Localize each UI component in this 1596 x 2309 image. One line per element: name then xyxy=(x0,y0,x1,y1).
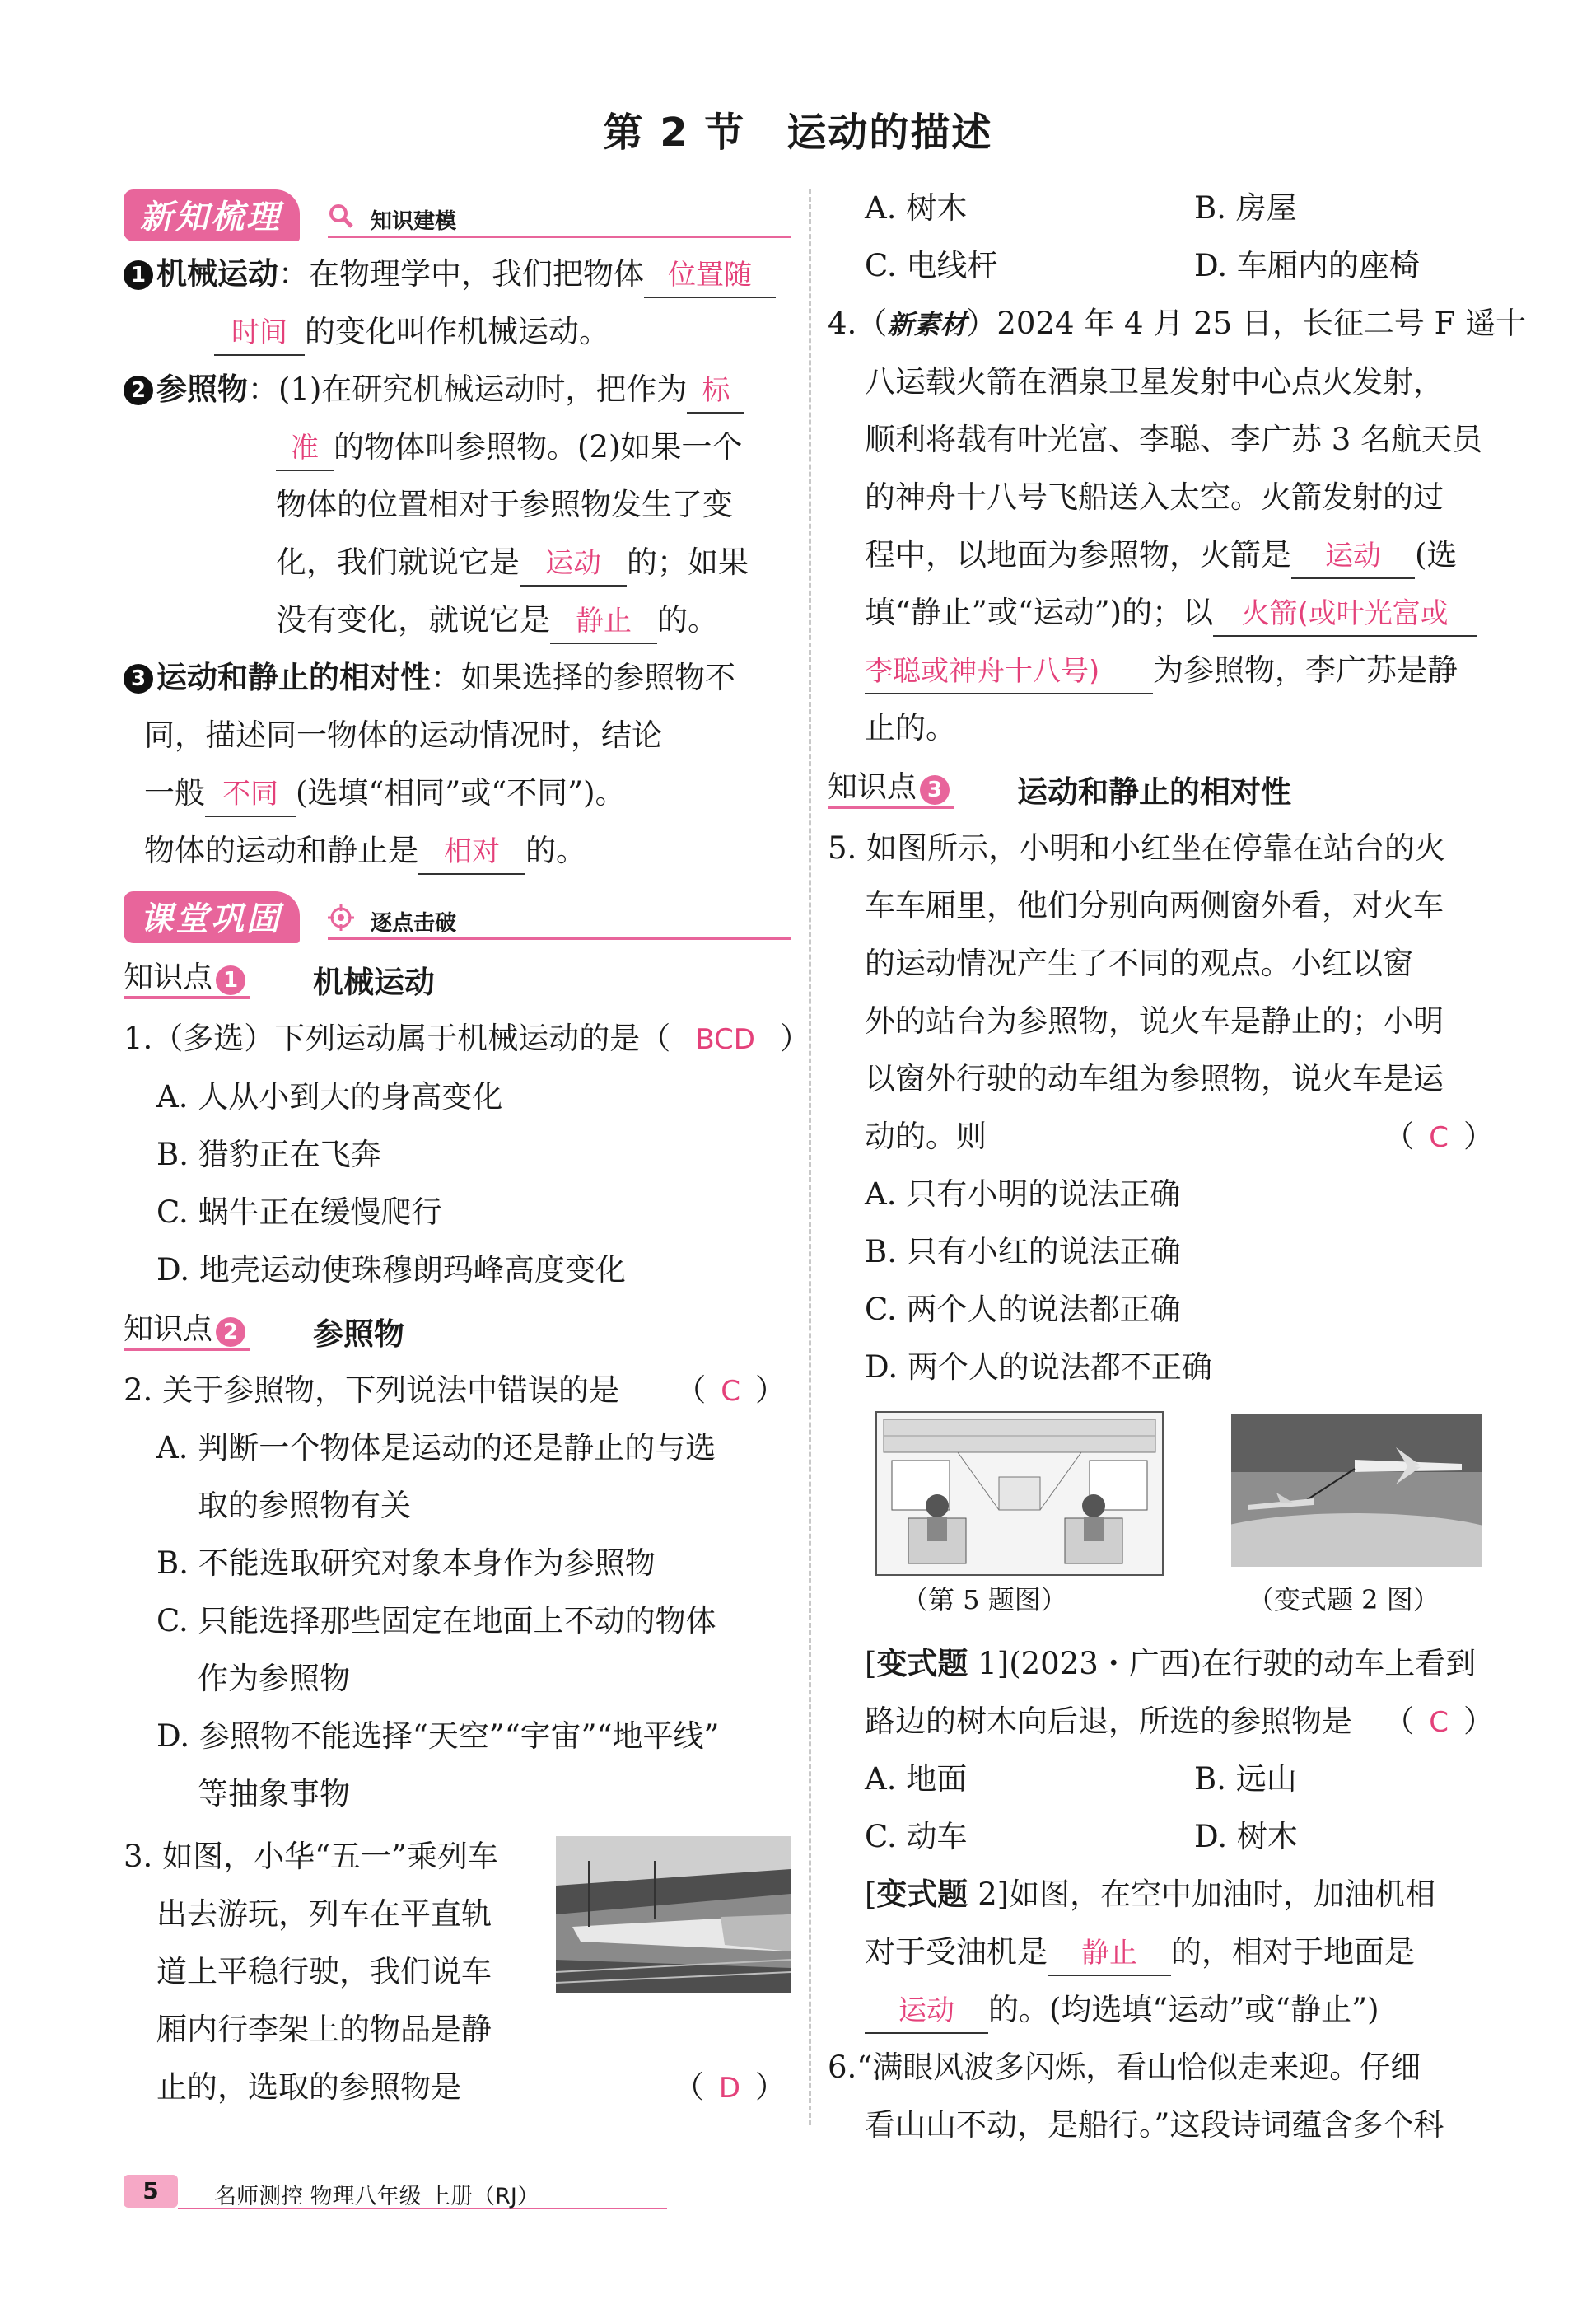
q5-line1: 5. 如图所示，小明和小红坐在停靠在站台的火 xyxy=(828,830,1446,866)
k3-text1: ：如果选择的参照物不 xyxy=(431,660,735,695)
k3-text2: 同，描述同一物体的运动情况时，结论 xyxy=(144,717,662,753)
knowledge-point-2 xyxy=(124,1299,791,1362)
banner-rule xyxy=(328,236,791,238)
q4-line5-tail: (选 xyxy=(1415,537,1458,573)
q5-option-c: C. 两个人的说法都正确 xyxy=(865,1292,1181,1327)
k3-text4: (选填“相同”或“不同”)。 xyxy=(296,775,626,811)
q4-line1: ）2024 年 4 月 25 日，长征二号 F 遥十 xyxy=(966,306,1527,341)
kp-label xyxy=(828,764,954,809)
variant-1-tag: 变式题 xyxy=(876,1646,968,1681)
q2-option-c-cont: 作为参照物 xyxy=(198,1661,350,1696)
kp-label-text: 知识点 xyxy=(124,961,213,994)
q4-prefix: 4.（ xyxy=(828,306,888,341)
q4-line7-text: 为参照物，李广苏是静 xyxy=(1153,652,1458,688)
variant-1-num: 1 xyxy=(978,1646,997,1681)
k2-text2: 的物体叫参照物。(2)如果一个 xyxy=(334,429,743,465)
variant-2-tag: 变式题 xyxy=(876,1877,968,1912)
paren-close: ） xyxy=(755,1372,786,1408)
question-4 xyxy=(828,295,1527,353)
q4-line8: 止的。 xyxy=(865,710,956,746)
blank-k2d xyxy=(550,599,657,644)
q5-option-a: A. 只有小明的说法正确 xyxy=(865,1176,1181,1212)
variant-2-line2-tail: 的，相对于地面是 xyxy=(1171,1934,1415,1970)
banner-tag: 课堂巩固 xyxy=(124,891,300,943)
q1-option-d: D. 地壳运动使珠穆朗玛峰高度变化 xyxy=(156,1252,626,1288)
q2-answer: C xyxy=(721,1375,740,1408)
q4-line6 xyxy=(828,584,1499,642)
blank-k2b xyxy=(276,426,334,471)
q1-option-c: C. 蜗牛正在缓慢爬行 xyxy=(156,1194,442,1230)
answer-k2b: 准 xyxy=(291,432,319,465)
q2-option-c: C. 只能选择那些固定在地面上不动的物体 xyxy=(156,1603,716,1638)
q4-line3: 顺利将载有叶光富、李聪、李广苏 3 名航天员 xyxy=(865,422,1483,457)
question-1 xyxy=(124,1010,810,1068)
knowledge-1-cont xyxy=(124,303,791,361)
variant-2-answer-2: 运动 xyxy=(898,1994,954,2027)
q5-answer-paren xyxy=(1384,1108,1499,1166)
answer-k2a: 标 xyxy=(702,374,730,407)
answer-k3b: 相对 xyxy=(444,835,500,868)
q3-line4: 厢内行李架上的物品是静 xyxy=(156,2012,492,2047)
variant-2-line3-text: 的。(均选填“运动”或“静止”) xyxy=(988,1992,1379,2027)
k3-text3: 一般 xyxy=(144,775,205,811)
q1-answer: BCD xyxy=(695,1023,755,1056)
kp-name: 参照物 xyxy=(313,1316,404,1352)
blank-q4b xyxy=(1213,591,1477,637)
paren-open: （ xyxy=(673,2069,704,2105)
paren-close: ） xyxy=(755,2069,786,2105)
k1-text2: 的变化叫作机械运动。 xyxy=(305,314,609,349)
section-number: 第 2 节 xyxy=(603,110,746,156)
q3-line5-text: 止的，选取的参照物是 xyxy=(156,2069,461,2105)
q1-stem: 1.（多选）下列运动属于机械运动的是（ xyxy=(124,1021,671,1056)
q1-close: ） xyxy=(779,1021,810,1056)
variant-2-answer-1: 静止 xyxy=(1081,1937,1137,1970)
banner-new-knowledge xyxy=(124,183,791,242)
q4-line5-text: 程中，以地面为参照物，火箭是 xyxy=(865,537,1291,573)
q3-options-ab xyxy=(828,180,1499,237)
kp-name: 机械运动 xyxy=(313,965,435,1000)
right-column xyxy=(828,180,1527,2154)
banner-tag: 新知梳理 xyxy=(124,189,300,241)
q5-line5: 以窗外行驶的动车组为参照物，说火车是运 xyxy=(865,1061,1444,1096)
kp-label xyxy=(124,954,250,999)
banner-subtitle: 知识建模 xyxy=(371,209,457,234)
q3-options-cd xyxy=(828,237,1499,295)
answer-k1a: 位置随 xyxy=(668,259,752,292)
blank-k2a xyxy=(687,368,744,414)
blank-k1 xyxy=(644,253,776,298)
train-carriage-figure xyxy=(875,1411,1164,1576)
q2-option-d: D. 参照物不能选择“天空”“宇宙”“地平线” xyxy=(156,1718,720,1754)
variant-2-line3 xyxy=(828,1981,1499,2039)
q2-option-d-cont: 等抽象事物 xyxy=(198,1776,350,1811)
q3-line5 xyxy=(124,2059,791,2116)
variant-1-options-ab xyxy=(828,1750,1384,1808)
q5-option-d: D. 两个人的说法都不正确 xyxy=(865,1349,1212,1385)
knowledge-3-line3 xyxy=(124,764,791,822)
q3-option-b: B. 房屋 xyxy=(1194,190,1297,226)
q5-line6-text: 动的。则 xyxy=(865,1119,987,1154)
q4-line4: 的神舟十八号飞船送入太空。火箭发射的过 xyxy=(865,479,1444,515)
variant-1-option-b: B. 远山 xyxy=(1194,1761,1297,1797)
question-3 xyxy=(124,1828,791,2116)
footer-text: 名师测控 物理八年级 上册（RJ） xyxy=(214,2184,539,2209)
q1-option-a: A. 人从小到大的身高变化 xyxy=(156,1079,503,1115)
target-icon xyxy=(328,904,354,931)
q3-line1: 3. 如图，小华“五一”乘列车 xyxy=(124,1839,498,1874)
knowledge-2-line3 xyxy=(124,476,791,534)
q3-answer: D xyxy=(718,2072,740,2105)
kp-name: 运动和静止的相对性 xyxy=(1017,774,1291,810)
refueling-aircraft-figure xyxy=(1231,1414,1482,1567)
figures-row xyxy=(828,1396,1499,1635)
q6-line2: 看山山不动，是船行。”这段诗词蕴含多个科 xyxy=(865,2107,1444,2143)
q5-line6 xyxy=(828,1108,1499,1166)
blank-v2a xyxy=(1048,1931,1171,1976)
knowledge-2 xyxy=(124,361,791,418)
figure-caption-variant-2: （变式题 2 图） xyxy=(1248,1584,1440,1615)
variant-1-line2 xyxy=(828,1693,1499,1750)
kp-number: 1 xyxy=(216,965,245,995)
k1-text: ：在物理学中，我们把物体 xyxy=(278,256,644,292)
figure-caption-5: （第 5 题图） xyxy=(902,1584,1067,1615)
number-badge-3: 3 xyxy=(124,664,153,694)
kp-number: 2 xyxy=(216,1317,245,1347)
variant-1-answer-paren xyxy=(1384,1693,1499,1751)
variant-1-option-d: D. 树木 xyxy=(1194,1819,1298,1854)
k3-label: 运动和静止的相对性 xyxy=(156,660,431,695)
k2-text5: 的；如果 xyxy=(627,545,749,580)
answer-k2c: 运动 xyxy=(545,547,601,580)
banner-subtitle: 逐点击破 xyxy=(371,911,457,936)
k3-text6: 的。 xyxy=(525,833,586,868)
blank-k1b xyxy=(214,311,305,356)
page-footer xyxy=(124,2175,667,2211)
k2-text3: 物体的位置相对于参照物发生了变 xyxy=(276,487,733,522)
k2-text6: 没有变化，就说它是 xyxy=(276,602,550,638)
knowledge-2-line5 xyxy=(124,591,791,649)
page-title xyxy=(0,100,1596,157)
q2-answer-paren xyxy=(675,1362,791,1420)
q4-tag: 新素材 xyxy=(887,309,967,340)
magnifier-icon xyxy=(328,203,354,229)
q4-line2: 八运载火箭在酒泉卫星发射中心点火发射， xyxy=(865,364,1444,400)
column-divider xyxy=(809,189,811,2125)
k1-label: 机械运动 xyxy=(156,256,278,292)
q2-option-a-cont: 取的参照物有关 xyxy=(198,1488,411,1523)
q4-line6-text: 填“静止”或“运动”)的；以 xyxy=(865,595,1214,630)
q4-answer-1: 运动 xyxy=(1325,540,1381,573)
variant-2-line2-text: 对于受油机是 xyxy=(865,1934,1048,1970)
paren-open: （ xyxy=(1384,1704,1415,1739)
answer-k2d: 静止 xyxy=(576,605,632,638)
q3-line3: 道上平稳行驶，我们说车 xyxy=(156,1954,492,1989)
q3-option-c: C. 电线杆 xyxy=(865,248,998,283)
paren-open: （ xyxy=(675,1372,707,1408)
paren-open: （ xyxy=(1384,1119,1415,1154)
q3-option-d: D. 车厢内的座椅 xyxy=(1194,248,1420,283)
q4-line5 xyxy=(828,526,1499,584)
k3-text5: 物体的运动和静止是 xyxy=(144,833,418,868)
section-name: 运动的描述 xyxy=(786,110,993,156)
question-2 xyxy=(124,1362,791,1419)
number-badge-1: 1 xyxy=(124,260,153,290)
paren-close: ） xyxy=(1463,1704,1494,1739)
k2-text4: 化，我们就说它是 xyxy=(276,545,520,580)
q5-line2: 车车厢里，他们分别向两侧窗外看，对火车 xyxy=(865,888,1444,923)
knowledge-point-1 xyxy=(124,947,791,1010)
q4-answer-2b: 李聪或神舟十八号) xyxy=(865,655,1100,688)
blank-k3a xyxy=(205,772,296,817)
banner-class-review xyxy=(124,885,791,944)
q5-line4: 外的站台为参照物，说火车是静止的；小明 xyxy=(865,1003,1444,1039)
left-column xyxy=(124,183,810,2117)
variant-1-line1: (2023・广西)在行驶的动车上看到 xyxy=(1009,1646,1477,1681)
variant-2: [变式题 2]如图，在空中加油时，加油机相 xyxy=(865,1877,1436,1912)
answer-k1b: 时间 xyxy=(231,316,287,349)
variant-2-line2 xyxy=(828,1923,1499,1981)
kp-label-text: 知识点 xyxy=(124,1312,213,1346)
kp-label-text: 知识点 xyxy=(828,770,917,804)
variant-2-num: 2 xyxy=(978,1877,997,1912)
kp-number: 3 xyxy=(920,775,950,805)
variant-1-option-a: A. 地面 xyxy=(865,1761,968,1797)
knowledge-3 xyxy=(124,649,791,707)
train-photo xyxy=(556,1836,791,1993)
variant-1-answer: C xyxy=(1429,1706,1449,1739)
blank-k3b xyxy=(418,830,525,875)
blank-k2c xyxy=(520,541,627,587)
variant-1-line2-text: 路边的树木向后退，所选的参照物是 xyxy=(865,1704,1352,1739)
q2-stem: 2. 关于参照物，下列说法中错误的是 xyxy=(124,1372,620,1408)
k2-label: 参照物 xyxy=(156,372,248,407)
q2-option-a: A. 判断一个物体是运动的还是静止的与选 xyxy=(156,1430,716,1465)
k2-text1: ：(1)在研究机械运动时，把作为 xyxy=(248,372,688,407)
answer-k3a: 不同 xyxy=(222,778,278,811)
knowledge-point-3 xyxy=(828,757,1499,820)
q6-line1: 6.“满眼风波多闪烁，看山恰似走来迎。仔细 xyxy=(828,2050,1421,2085)
blank-v2b xyxy=(865,1989,988,2034)
q5-option-b: B. 只有小红的说法正确 xyxy=(865,1234,1181,1269)
variant-1-option-c: C. 动车 xyxy=(865,1819,968,1854)
banner-rule xyxy=(328,937,791,940)
q5-answer: C xyxy=(1429,1121,1449,1154)
knowledge-1 xyxy=(124,245,791,303)
variant-1: [变式题 1](2023・广西)在行驶的动车上看到 xyxy=(865,1646,1477,1681)
q4-line7 xyxy=(828,642,1499,699)
q3-line2: 出去游玩，列车在平直轨 xyxy=(156,1896,492,1932)
q4-answer-2a: 火箭(或叶光富或 xyxy=(1241,597,1449,630)
page-number: 5 xyxy=(124,2175,178,2208)
kp-label xyxy=(124,1306,250,1351)
blank-q4a xyxy=(1291,534,1415,579)
knowledge-3-line4 xyxy=(124,822,791,880)
knowledge-3-line2 xyxy=(124,707,791,764)
knowledge-2-line4 xyxy=(124,534,791,591)
q5-line3: 的运动情况产生了不同的观点。小红以窗 xyxy=(865,946,1413,981)
variant-1-options-cd xyxy=(828,1808,1499,1866)
q1-option-b: B. 猎豹正在飞奔 xyxy=(156,1137,381,1172)
q2-option-b: B. 不能选取研究对象本身作为参照物 xyxy=(156,1545,656,1581)
paren-close: ） xyxy=(1463,1119,1494,1154)
q3-option-a: A. 树木 xyxy=(865,190,968,226)
variant-2-line1: 如图，在空中加油时，加油机相 xyxy=(1009,1877,1436,1912)
number-badge-2: 2 xyxy=(124,376,153,405)
knowledge-2-line2 xyxy=(124,418,791,476)
blank-q4c xyxy=(865,649,1153,694)
q3-answer-paren xyxy=(674,2059,791,2117)
k2-text7: 的。 xyxy=(657,602,718,638)
